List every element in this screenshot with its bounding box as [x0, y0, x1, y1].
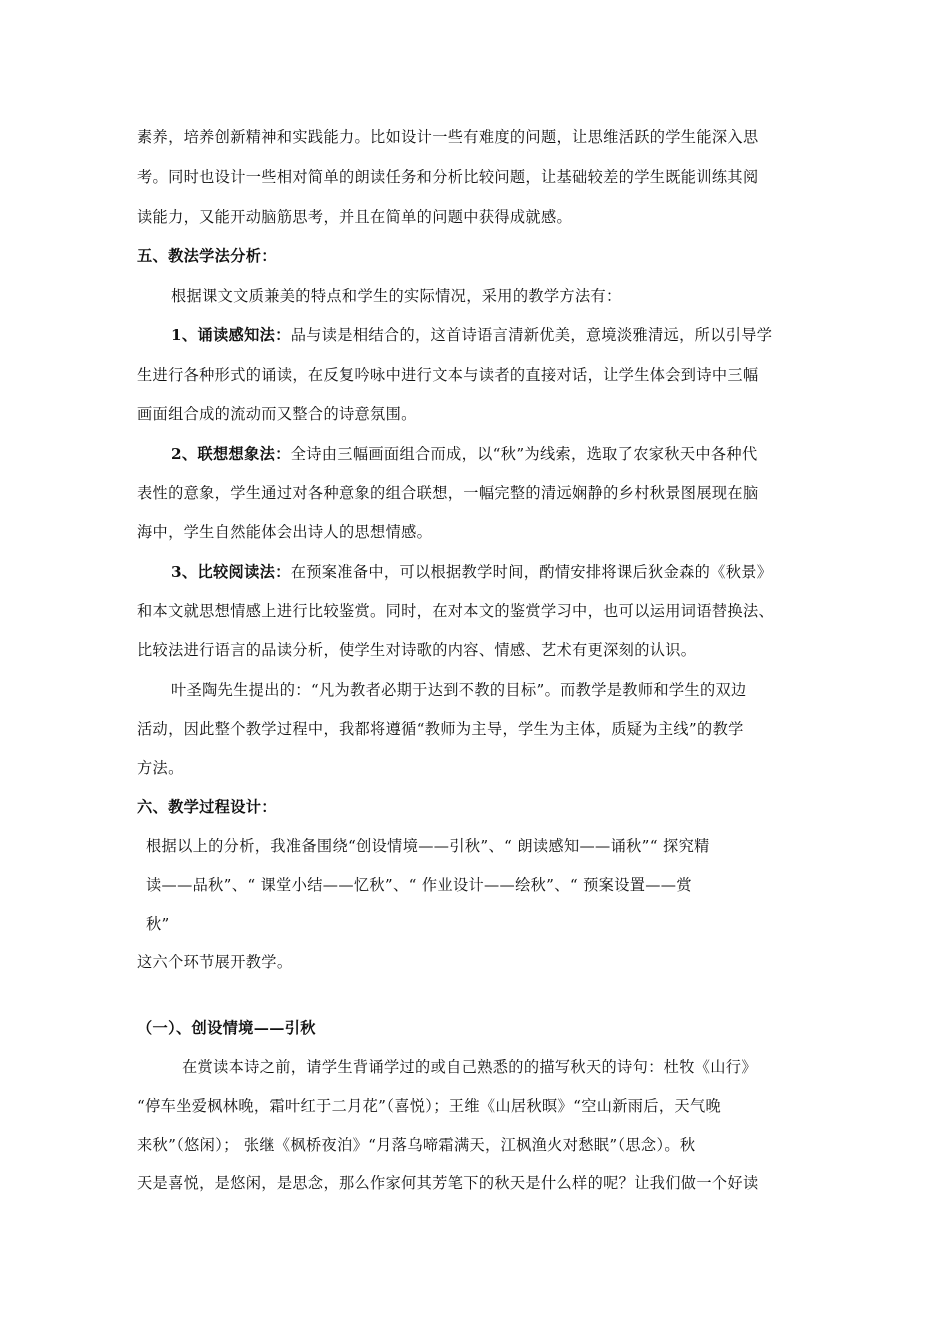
part-1-line-3: 来秋”（悠闲）； 张继《枫桥夜泊》“月落乌啼霜满天，江枫渔火对愁眠”（思念）。秋: [137, 1136, 696, 1154]
method-2-text: 全诗由三幅画面组合而成，以“秋”为线索，选取了农家秋天中各种代: [290, 445, 758, 463]
method-2-line-3: 海中，学生自然能体会出诗人的思想情感。: [137, 523, 433, 541]
section-6-line-1: 根据以上的分析，我准备围绕“创设情境——引秋”、“ 朗读感知——诵秋”“ 探究精: [146, 837, 710, 855]
quote-line-3: 方法。: [137, 759, 184, 777]
method-2-line-2: 表性的意象，学生通过对各种意象的组合联想，一幅完整的清远娴静的乡村秋景图展现在脑: [137, 484, 759, 502]
method-3-line-3: 比较法进行语言的品读分析，使学生对诗歌的内容、情感、艺术有更深刻的认识。: [137, 641, 697, 659]
section-6-line-2: 读——品秋”、“ 课堂小结——忆秋”、“ 作业设计——绘秋”、“ 预案设置——赏: [146, 876, 692, 894]
method-1-line-2: 生进行各种形式的诵读，在反复吟咏中进行文本与读者的直接对话，让学生体会到诗中三幅: [137, 366, 759, 384]
intro-line-2: 考。同时也设计一些相对简单的朗读任务和分析比较问题，让基础较差的学生既能训练其阅: [137, 168, 759, 186]
section-6-line-4: 这六个环节展开教学。: [137, 953, 293, 971]
method-1-text: 品与读是相结合的，这首诗语言清新优美，意境淡雅清远，所以引导学: [290, 326, 773, 344]
method-1-label: 1、诵读感知法：: [171, 326, 291, 344]
part-1-line-4: 天是喜悦，是悠闲，是思念，那么作家何其芳笔下的秋天是什么样的呢？让我们做一个好读: [137, 1174, 759, 1192]
method-3-label: 3、比较阅读法：: [171, 563, 291, 581]
section-6-heading: 六、教学过程设计：: [137, 798, 277, 816]
method-3-line-2: 和本文就思想情感上进行比较鉴赏。同时，在对本文的鉴赏学习中，也可以运用词语替换法、: [137, 602, 775, 620]
part-1-line-2: “停车坐爱枫林晚，霜叶红于二月花”（喜悦）；王维《山居秋暝》“空山新雨后，天气晚: [137, 1097, 722, 1115]
method-3-line-1: [171, 562, 772, 582]
quote-line-2: 活动，因此整个教学过程中，我都将遵循“教师为主导，学生为主体，质疑为主线”的教学: [137, 720, 744, 738]
method-2-label: 2、联想想象法：: [171, 445, 291, 463]
intro-line-3: 读能力，又能开动脑筋思考，并且在简单的问题中获得成就感。: [137, 208, 573, 226]
method-2-line-1: [171, 444, 758, 464]
section-5-heading: 五、教法学法分析：: [137, 247, 277, 265]
intro-line-1: 素养，培养创新精神和实践能力。比如设计一些有难度的问题，让思维活跃的学生能深入思: [137, 128, 759, 146]
section-6-line-3: 秋”: [146, 915, 170, 933]
section-5-lead: 根据课文文质兼美的特点和学生的实际情况，采用的教学方法有：: [171, 287, 622, 305]
part-1-line-1: 在赏读本诗之前，请学生背诵学过的或自己熟悉的的描写秋天的诗句：杜牧《山行》: [182, 1058, 757, 1076]
part-1-heading: （一）、创设情境——引秋: [137, 1019, 316, 1037]
method-1-line-1: [171, 325, 772, 345]
quote-line-1: 叶圣陶先生提出的：“凡为教者必期于达到不教的目标”。而教学是教师和学生的双边: [171, 681, 747, 699]
method-3-text: 在预案准备中，可以根据教学时间，酌情安排将课后狄金森的《秋景》: [290, 563, 773, 581]
method-1-line-3: 画面组合成的流动而又整合的诗意氛围。: [137, 405, 417, 423]
